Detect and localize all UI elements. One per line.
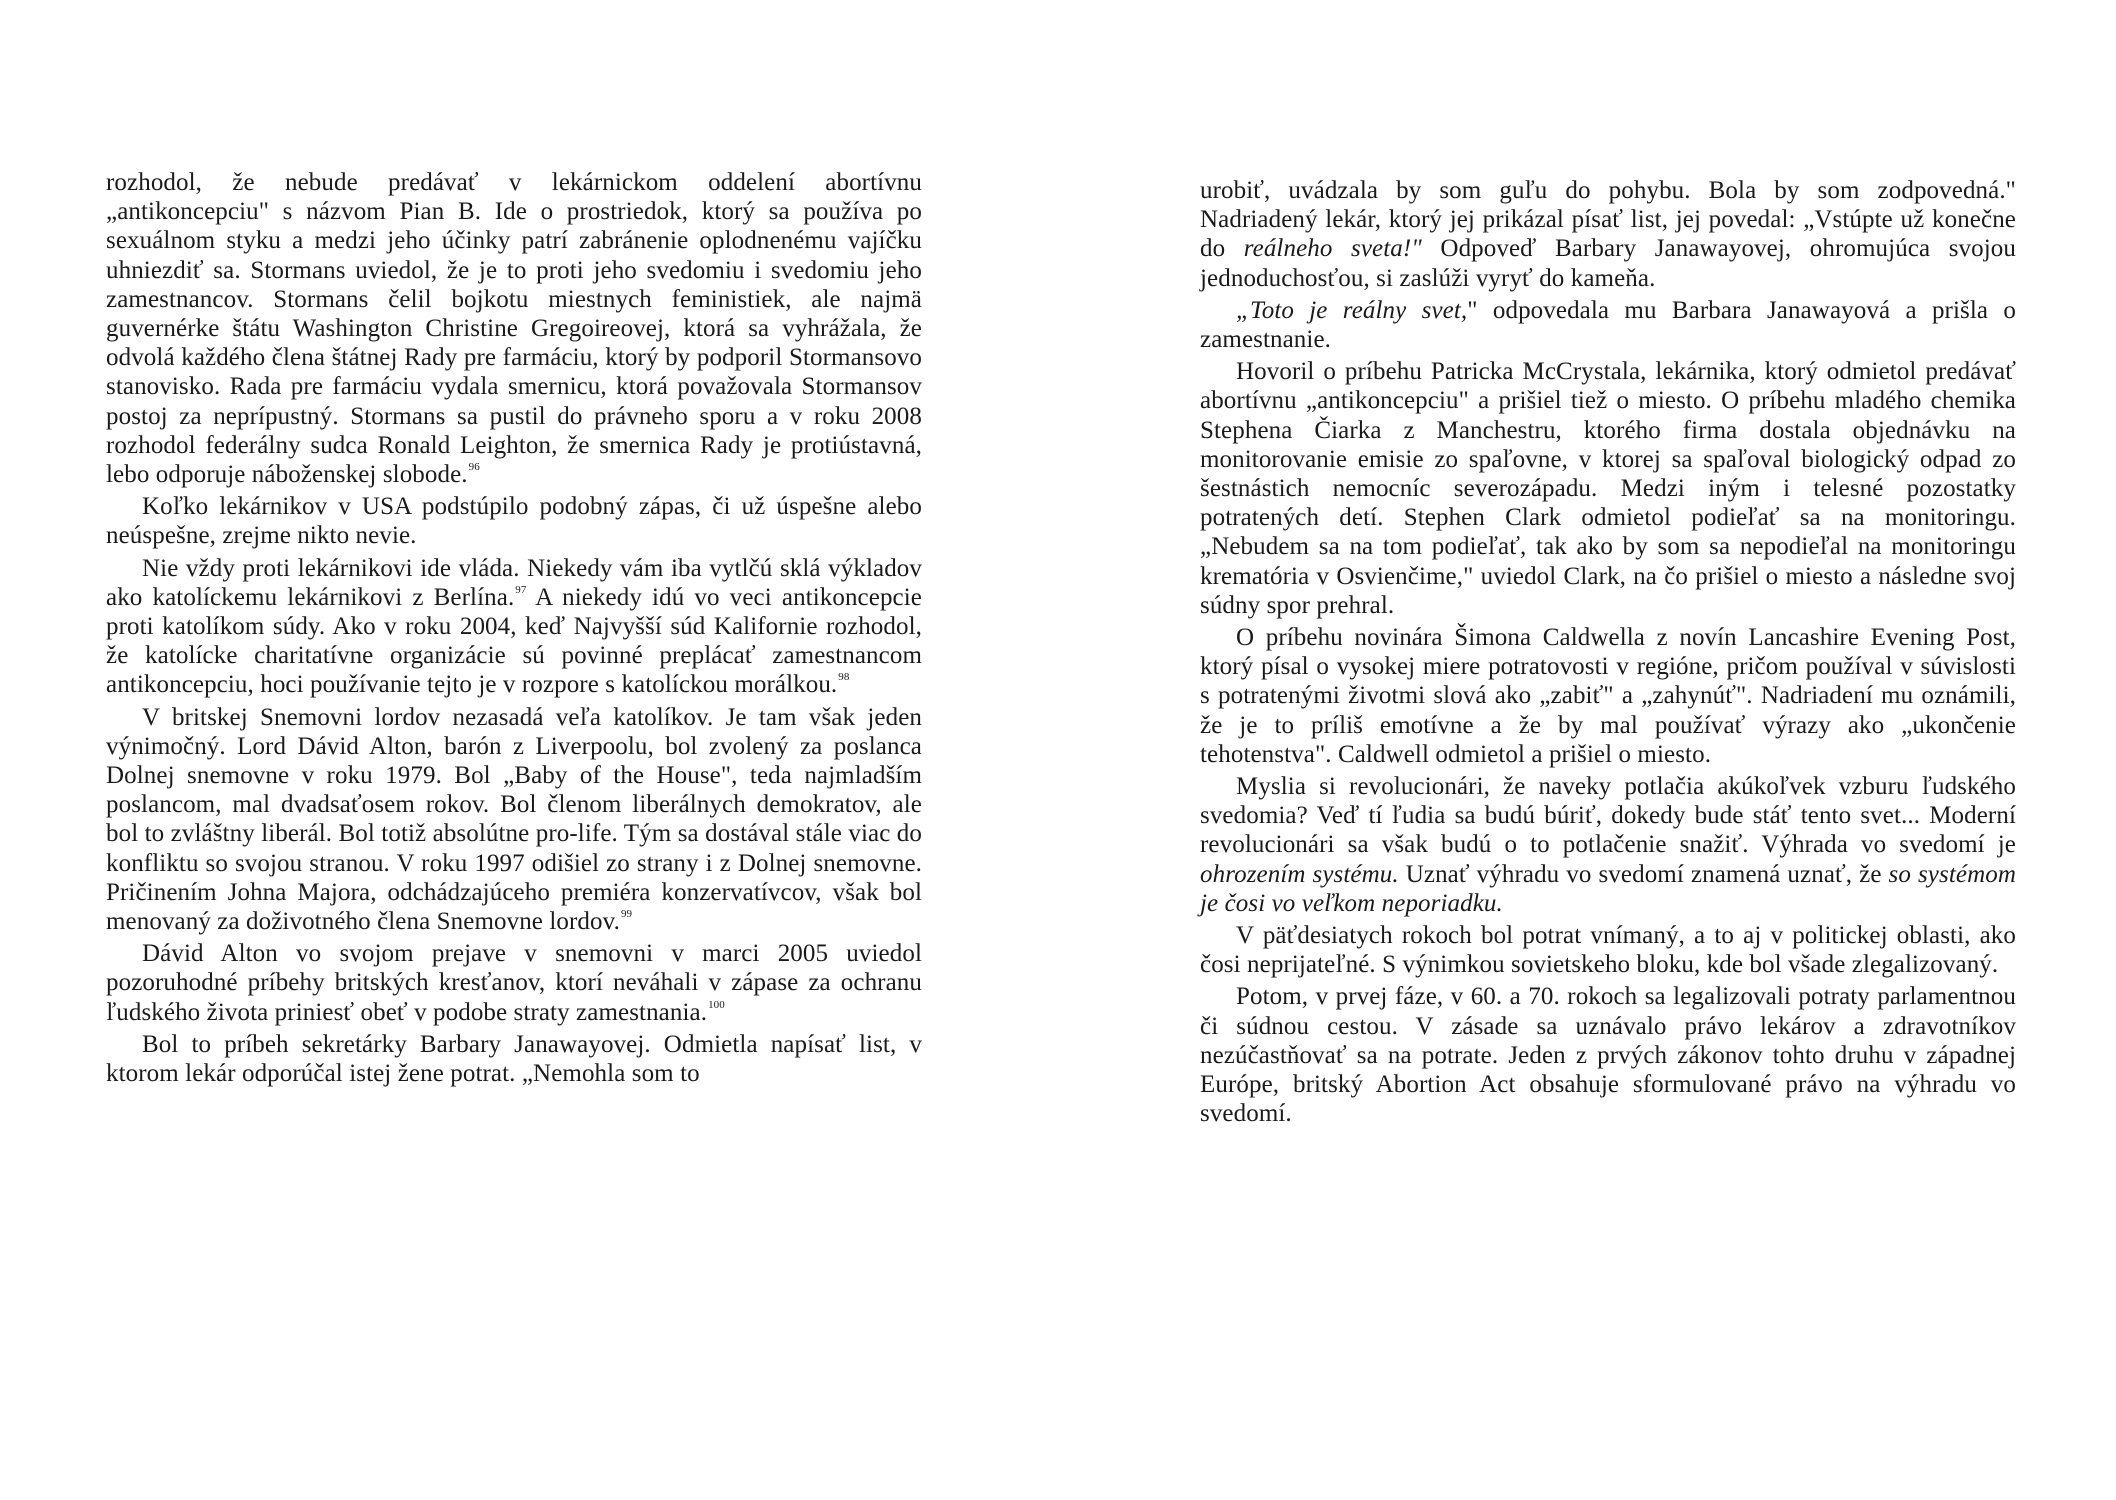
italic-quote: reálneho sveta!" (1243, 235, 1422, 263)
paragraph-text: V britskej Snemovni lordov nezasadá veľa katolíkov. Je tam však jeden výnimočný. Lord Dávid Alton, barón z Liverpoolu, bol zvolený za poslanca Dolnej snemovne v roku 1979. Bol „Baby of the House", teda najmladším poslancom, mal dvadsaťosem rokov. Bol členom liberálnych demokratov, ale bol to zvláštny liberál. Bol totiž absolútne pro-life. Tým sa dostával stále viac do konfliktu so svojou stranou. V roku 1997 odišiel zo strany i z Dolnej snemovne. Pričinením Johna Majora, odchádzajúceho premiéra konzervatívcov, však bol menovaný za doživotného člena Snemovne lordov. (106, 703, 922, 936)
paragraph-text: Odpoveď Barbary Janawayovej, ohromujúca svojou jednoduchosťou, si zaslúži vyryť do kameňa. (1200, 235, 2016, 292)
paragraph (106, 492, 922, 550)
paragraph-text: Nie vždy proti lekárnikovi ide vláda. Niekedy vám iba vytlčú sklá výkladov ako katolíckemu lekárnikovi z Berlína. (106, 554, 922, 611)
footnote-marker[interactable]: 100 (708, 998, 725, 1011)
paragraph (1200, 921, 2016, 979)
paragraph (1200, 982, 2016, 1128)
footnote-marker[interactable]: 98 (838, 671, 850, 684)
paragraph (106, 1030, 922, 1088)
paragraph (1200, 772, 2016, 918)
paragraph-text: A niekedy idú vo veci antikoncepcie proti katolíkom súdy. Ako v roku 2004, keď Najvyšší súd Kalifornie rozhodol, že katolícke charitatívne organizácie sú povinné preplácať zamestnancom antikoncepciu, hoci používanie tejto je v rozpore s katolíckou morálkou. (106, 583, 922, 699)
paragraph-text: Bol to príbeh sekretárky Barbary Janawayovej. Odmietla napísať list, v ktorom lekár odporúčal istej žene potrat. „Nemohla som to (106, 1030, 922, 1088)
paragraph-text: urobiť, uvádzala by som guľu do pohybu. Bola by som zodpovedná." Nadriadený lekár, ktorý jej prikázal písať list, jej povedal: „Vstúpte už konečne do (1200, 177, 2016, 263)
italic-quote: „Toto je reálny svet, (1236, 296, 1468, 324)
footnote-marker[interactable]: 97 (515, 583, 527, 596)
italic-emphasis: ohrozením systému. (1200, 860, 1399, 888)
paragraph (106, 554, 922, 700)
paragraph-text: Potom, v prvej fáze, v 60. a 70. rokoch sa legalizovali potraty parlamentnou či súdnou cestou. V zásade sa uznávalo právo lekárov a zdravotníkov nezúčastňovať sa na potrate. Jeden z prvých zákonov tohto druhu v západnej Európe, britský Abortion Act obsahuje sformulované právo na výhradu vo svedomí. (1200, 983, 2016, 1128)
paragraph (106, 939, 922, 1027)
paragraph-text: rozhodol, že nebude predávať v lekárnickom oddelení abortívnu „antikoncepciu" s názvom Pian B. Ide o prostriedok, ktorý sa používa po sexuálnom styku a medzi jeho účinky patrí zabránenie oplodnenému vajíčku uhniezdiť sa. Stormans uviedol, že je to proti jeho svedomiu i svedomiu jeho zamestnancov. Stormans čelil bojkotu miestnych feministiek, ale najmä guvernérke štátu Washington Christine Gregoireovej, ktorá sa vyhrážala, že odvolá každého člena štátnej Rady pre farmáciu, ktorý by podporil Stormansovo stanovisko. Rada pre farmáciu vydala smernicu, ktorá považovala Stormansov postoj za neprípustný. Stormans sa pustil do právneho sporu a v roku 2008 rozhodol federálny sudca Ronald Leighton, že smernica Rady je protiústavná, lebo odporuje náboženskej slobode. (106, 169, 922, 489)
paragraph (1200, 357, 2016, 620)
paragraph-text: Dávid Alton vo svojom prejave v snemovni v marci 2005 uviedol pozoruhodné príbehy britských kresťanov, ktorí neváhali v zápase za ochranu ľudského života priniesť obeť v podobe straty zamestnania. (106, 940, 922, 1026)
paragraph (106, 168, 922, 489)
footnote-marker[interactable]: 96 (468, 461, 480, 474)
paragraph-text: " odpovedala mu Barbara Janawayová a prišla o zamestnanie. (1200, 296, 2016, 354)
paragraph-text: V päťdesiatych rokoch bol potrat vnímaný, a to aj v politickej oblasti, ako čosi neprijateľné. S výnimkou sovietskeho bloku, kde bol všade zlegalizovaný. (1200, 922, 2016, 979)
paragraph (106, 703, 922, 937)
italic-emphasis: so systémom je čosi vo veľkom neporiadku. (1200, 860, 2016, 917)
paragraph (1200, 176, 2016, 293)
paragraph-text: O príbehu novinára Šimona Caldwella z novín Lancashire Evening Post, ktorý písal o vysokej miere potratovosti v regióne, pričom používal v súvislosti s potratenými životmi slová ako „zabiť" a „zahynúť". Nadriadení mu oznámili, že je to príliš emotívne a že by mal používať výrazy ako „ukončenie tehotenstva". Caldwell odmietol a prišiel o miesto. (1200, 624, 2016, 768)
paragraph-text: Myslia si revolucionári, že naveky potlačia akúkoľvek vzburu ľudského svedomia? Veď tí ľudia sa budú búriť, dokedy bude stáť tento svet... Moderní revolucionári sa však budú o to potlačenie snažiť. Výhrada vo svedomí je (1200, 773, 2016, 859)
paragraph (1200, 623, 2016, 769)
paragraph-text: Koľko lekárnikov v USA podstúpilo podobný zápas, či už úspešne alebo neúspešne, zrejme nikto nevie. (106, 493, 922, 550)
paragraph-text: Uznať výhradu vo svedomí znamená uznať, že (1398, 860, 1889, 888)
left-page (106, 168, 922, 1091)
right-page (1200, 176, 2016, 1132)
footnote-marker[interactable]: 99 (620, 908, 633, 921)
paragraph (1200, 296, 2016, 354)
paragraph-text: Hovoril o príbehu Patricka McCrystala, lekárnika, ktorý odmietol predávať abortívnu „antikoncepciu" a prišiel tiež o miesto. O príbehu mladého chemika Stephena Čiarka z Manchestru, ktorého firma dostala objednávku na monitorovanie emisie zo spaľovne, v ktorej sa spaľoval biologický odpad zo šestnástich nemocníc severozápadu. Medzi iným i telesné pozostatky potratených detí. Stephen Clark odmietol podieľať sa na monitoringu. „Nebudem sa na tom podieľať, tak ako by som sa nepodieľal na monitoringu krematória v Osvienčime," uviedol Clark, na čo prišiel o miesto a následne svoj súdny spor prehral. (1200, 358, 2016, 619)
